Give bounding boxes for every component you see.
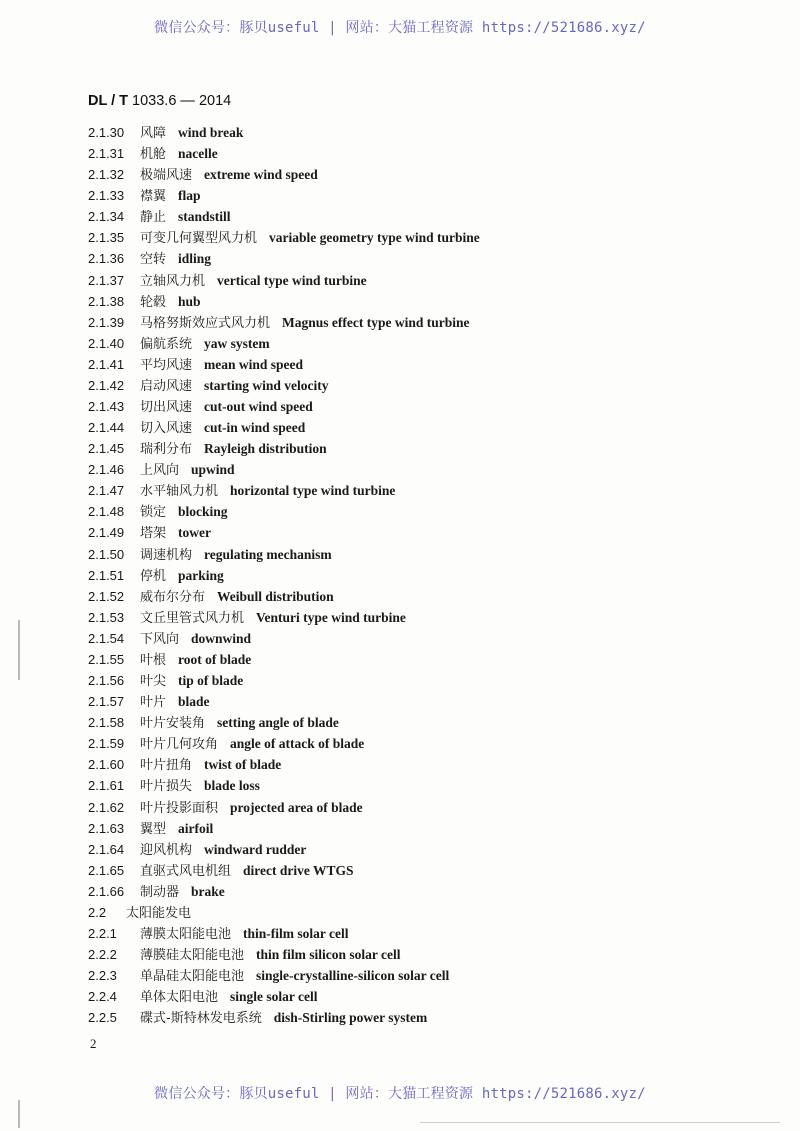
term-number: 2.1.47 bbox=[88, 483, 125, 499]
term-entry bbox=[88, 248, 768, 269]
term-number: 2.1.46 bbox=[88, 462, 125, 478]
term-number: 2.1.49 bbox=[88, 525, 125, 541]
term-number: 2.1.66 bbox=[88, 883, 125, 899]
standard-number: 1033.6 — 2014 bbox=[132, 93, 232, 109]
term-chinese: 襟翼 bbox=[140, 189, 167, 205]
term-chinese: 切出风速 bbox=[140, 400, 193, 416]
term-chinese: 立轴风力机 bbox=[140, 273, 206, 289]
term-number: 2.1.54 bbox=[88, 630, 125, 646]
term-number: 2.1.43 bbox=[88, 399, 125, 415]
term-entry bbox=[88, 691, 768, 712]
term-number: 2.1.63 bbox=[88, 820, 125, 836]
term-number: 2.1.42 bbox=[88, 377, 125, 393]
term-chinese: 启动风速 bbox=[140, 378, 193, 394]
term-chinese: 叶根 bbox=[140, 652, 167, 668]
term-entry bbox=[88, 712, 768, 733]
term-chinese: 叶片 bbox=[140, 695, 167, 711]
term-number: 2.1.37 bbox=[88, 272, 125, 288]
term-entry bbox=[88, 649, 768, 670]
term-chinese: 单晶硅太阳能电池 bbox=[140, 969, 245, 985]
term-english: blocking bbox=[178, 504, 228, 520]
term-chinese: 塔架 bbox=[140, 526, 167, 542]
term-entry bbox=[88, 143, 768, 164]
term-chinese: 叶片损失 bbox=[140, 779, 193, 795]
term-english: thin-film solar cell bbox=[243, 925, 349, 941]
term-entry bbox=[88, 354, 768, 375]
term-chinese: 上风向 bbox=[140, 463, 180, 479]
term-entry bbox=[88, 438, 768, 459]
term-chinese: 碟式-斯特林发电系统 bbox=[140, 1011, 262, 1027]
term-entry bbox=[88, 839, 768, 860]
term-english: brake bbox=[191, 883, 225, 899]
term-entry bbox=[88, 986, 768, 1007]
term-entry bbox=[88, 797, 768, 818]
term-chinese: 威布尔分布 bbox=[140, 589, 206, 605]
term-chinese: 锁定 bbox=[140, 505, 167, 521]
term-english: twist of blade bbox=[204, 757, 282, 773]
term-english: tower bbox=[178, 525, 211, 541]
term-english: vertical type wind turbine bbox=[217, 272, 367, 288]
term-entry bbox=[88, 1007, 768, 1028]
term-chinese: 迎风机构 bbox=[140, 842, 193, 858]
term-number: 2.1.61 bbox=[88, 778, 125, 794]
term-entry bbox=[88, 375, 768, 396]
term-number: 2.1.36 bbox=[88, 251, 125, 267]
term-english: cut-out wind speed bbox=[204, 399, 313, 415]
term-english: root of blade bbox=[178, 651, 252, 667]
term-list bbox=[88, 122, 768, 1028]
watermark-top: 微信公众号：豚贝useful | 网站：大猫工程资源 https://521686.xyz/ bbox=[154, 20, 646, 36]
term-chinese: 翼型 bbox=[140, 821, 167, 837]
term-english: direct drive WTGS bbox=[243, 862, 354, 878]
term-number: 2.1.40 bbox=[88, 335, 125, 351]
term-english: dish-Stirling power system bbox=[273, 1010, 428, 1026]
term-english: starting wind velocity bbox=[204, 377, 329, 393]
section-title: 太阳能发电 bbox=[126, 905, 192, 921]
section-heading bbox=[88, 902, 768, 923]
term-english: single-crystalline-silicon solar cell bbox=[256, 968, 450, 984]
scan-artifact-rule bbox=[420, 1122, 780, 1123]
term-number: 2.1.57 bbox=[88, 694, 125, 710]
term-number: 2.2 bbox=[88, 904, 107, 920]
term-number: 2.1.62 bbox=[88, 799, 125, 815]
term-english: idling bbox=[178, 251, 212, 267]
watermark-bottom: 微信公众号：豚贝useful | 网站：大猫工程资源 https://521686.xyz/ bbox=[154, 1086, 646, 1102]
term-english: extreme wind speed bbox=[204, 167, 318, 183]
term-chinese: 叶片安装角 bbox=[140, 716, 206, 732]
term-english: Magnus effect type wind turbine bbox=[282, 314, 470, 330]
term-entry bbox=[88, 206, 768, 227]
term-entry bbox=[88, 754, 768, 775]
term-entry bbox=[88, 522, 768, 543]
term-english: windward rudder bbox=[204, 841, 307, 857]
term-chinese: 薄膜太阳能电池 bbox=[140, 926, 232, 942]
term-english: upwind bbox=[191, 462, 235, 478]
term-entry bbox=[88, 881, 768, 902]
term-entry bbox=[88, 122, 768, 143]
standard-code: DL / T bbox=[88, 93, 129, 109]
term-number: 2.1.35 bbox=[88, 230, 125, 246]
term-number: 2.2.5 bbox=[88, 1010, 117, 1026]
term-number: 2.1.32 bbox=[88, 167, 125, 183]
term-english: yaw system bbox=[204, 335, 270, 351]
term-number: 2.1.58 bbox=[88, 715, 125, 731]
term-entry bbox=[88, 923, 768, 944]
term-number: 2.1.52 bbox=[88, 588, 125, 604]
term-entry bbox=[88, 565, 768, 586]
scan-artifact-line bbox=[18, 620, 20, 680]
term-chinese: 单体太阳电池 bbox=[140, 990, 219, 1006]
scan-artifact-line bbox=[18, 1100, 20, 1128]
term-entry bbox=[88, 860, 768, 881]
term-english: regulating mechanism bbox=[204, 546, 332, 562]
term-english: Venturi type wind turbine bbox=[256, 609, 406, 625]
term-english: setting angle of blade bbox=[217, 715, 339, 731]
term-chinese: 叶尖 bbox=[140, 674, 167, 690]
term-chinese: 空转 bbox=[140, 252, 167, 268]
term-number: 2.1.64 bbox=[88, 841, 125, 857]
term-english: variable geometry type wind turbine bbox=[269, 230, 480, 246]
term-chinese: 水平轴风力机 bbox=[140, 484, 219, 500]
term-entry bbox=[88, 586, 768, 607]
term-chinese: 可变几何翼型风力机 bbox=[140, 231, 258, 247]
term-english: Weibull distribution bbox=[217, 588, 334, 604]
term-english: parking bbox=[178, 567, 224, 583]
term-chinese: 切入风速 bbox=[140, 421, 193, 437]
term-number: 2.1.60 bbox=[88, 757, 125, 773]
term-entry bbox=[88, 544, 768, 565]
term-number: 2.1.41 bbox=[88, 356, 125, 372]
term-number: 2.1.45 bbox=[88, 441, 125, 457]
term-chinese: 文丘里管式风力机 bbox=[140, 610, 245, 626]
term-entry bbox=[88, 396, 768, 417]
term-number: 2.1.55 bbox=[88, 651, 125, 667]
term-chinese: 叶片几何攻角 bbox=[140, 737, 219, 753]
term-entry bbox=[88, 944, 768, 965]
term-entry bbox=[88, 291, 768, 312]
term-english: tip of blade bbox=[178, 673, 244, 689]
term-chinese: 瑞利分布 bbox=[140, 442, 193, 458]
term-english: flap bbox=[178, 188, 201, 204]
term-english: hub bbox=[178, 293, 201, 309]
term-number: 2.1.53 bbox=[88, 609, 125, 625]
term-english: projected area of blade bbox=[230, 799, 363, 815]
page-number: 2 bbox=[90, 1036, 97, 1051]
term-entry bbox=[88, 775, 768, 796]
term-number: 2.1.50 bbox=[88, 546, 125, 562]
term-entry bbox=[88, 227, 768, 248]
term-entry bbox=[88, 185, 768, 206]
term-english: angle of attack of blade bbox=[230, 736, 365, 752]
term-chinese: 平均风速 bbox=[140, 357, 193, 373]
term-number: 2.1.56 bbox=[88, 673, 125, 689]
term-english: blade bbox=[178, 694, 210, 710]
term-english: thin film silicon solar cell bbox=[256, 947, 401, 963]
term-chinese: 下风向 bbox=[140, 631, 180, 647]
term-entry bbox=[88, 628, 768, 649]
term-chinese: 制动器 bbox=[140, 884, 180, 900]
term-number: 2.1.38 bbox=[88, 293, 125, 309]
term-number: 2.2.2 bbox=[88, 947, 117, 963]
term-chinese: 调速机构 bbox=[140, 547, 193, 563]
term-entry bbox=[88, 417, 768, 438]
term-english: airfoil bbox=[178, 820, 214, 836]
term-number: 2.1.30 bbox=[88, 125, 125, 140]
term-chinese: 机舱 bbox=[140, 147, 167, 163]
term-number: 2.2.1 bbox=[88, 925, 117, 941]
term-number: 2.1.48 bbox=[88, 504, 125, 520]
term-number: 2.2.4 bbox=[88, 989, 117, 1005]
term-number: 2.1.65 bbox=[88, 862, 125, 878]
term-chinese: 直驱式风电机组 bbox=[140, 863, 232, 879]
term-entry bbox=[88, 480, 768, 501]
term-number: 2.1.51 bbox=[88, 567, 125, 583]
term-english: single solar cell bbox=[230, 989, 318, 1005]
term-chinese: 薄膜硅太阳能电池 bbox=[140, 948, 245, 964]
term-number: 2.1.59 bbox=[88, 736, 125, 752]
term-number: 2.1.31 bbox=[88, 146, 125, 162]
term-entry bbox=[88, 459, 768, 480]
term-entry bbox=[88, 270, 768, 291]
term-english: cut-in wind speed bbox=[204, 420, 306, 436]
term-entry bbox=[88, 312, 768, 333]
term-chinese: 轮毂 bbox=[140, 294, 167, 310]
term-entry bbox=[88, 965, 768, 986]
term-english: horizontal type wind turbine bbox=[230, 483, 396, 499]
term-chinese: 偏航系统 bbox=[140, 336, 193, 352]
term-number: 2.2.3 bbox=[88, 968, 117, 984]
term-english: blade loss bbox=[204, 778, 260, 794]
term-number: 2.1.44 bbox=[88, 420, 125, 436]
term-english: wind break bbox=[178, 125, 244, 140]
term-english: Rayleigh distribution bbox=[204, 441, 327, 457]
document-header bbox=[88, 93, 231, 109]
term-number: 2.1.34 bbox=[88, 209, 125, 225]
term-english: mean wind speed bbox=[204, 356, 304, 372]
term-entry bbox=[88, 501, 768, 522]
term-entry bbox=[88, 333, 768, 354]
term-chinese: 风障 bbox=[140, 126, 167, 141]
term-entry bbox=[88, 818, 768, 839]
term-number: 2.1.39 bbox=[88, 314, 125, 330]
term-chinese: 马格努斯效应式风力机 bbox=[140, 315, 271, 331]
term-chinese: 极端风速 bbox=[140, 168, 193, 184]
term-english: nacelle bbox=[178, 146, 218, 162]
term-number: 2.1.33 bbox=[88, 188, 125, 204]
term-entry bbox=[88, 164, 768, 185]
term-english: downwind bbox=[191, 630, 252, 646]
term-chinese: 叶片扭角 bbox=[140, 758, 193, 774]
term-entry bbox=[88, 670, 768, 691]
term-chinese: 叶片投影面积 bbox=[140, 800, 219, 816]
term-entry bbox=[88, 607, 768, 628]
term-chinese: 停机 bbox=[140, 568, 167, 584]
term-entry bbox=[88, 733, 768, 754]
term-chinese: 静止 bbox=[140, 210, 167, 226]
term-english: standstill bbox=[178, 209, 231, 225]
